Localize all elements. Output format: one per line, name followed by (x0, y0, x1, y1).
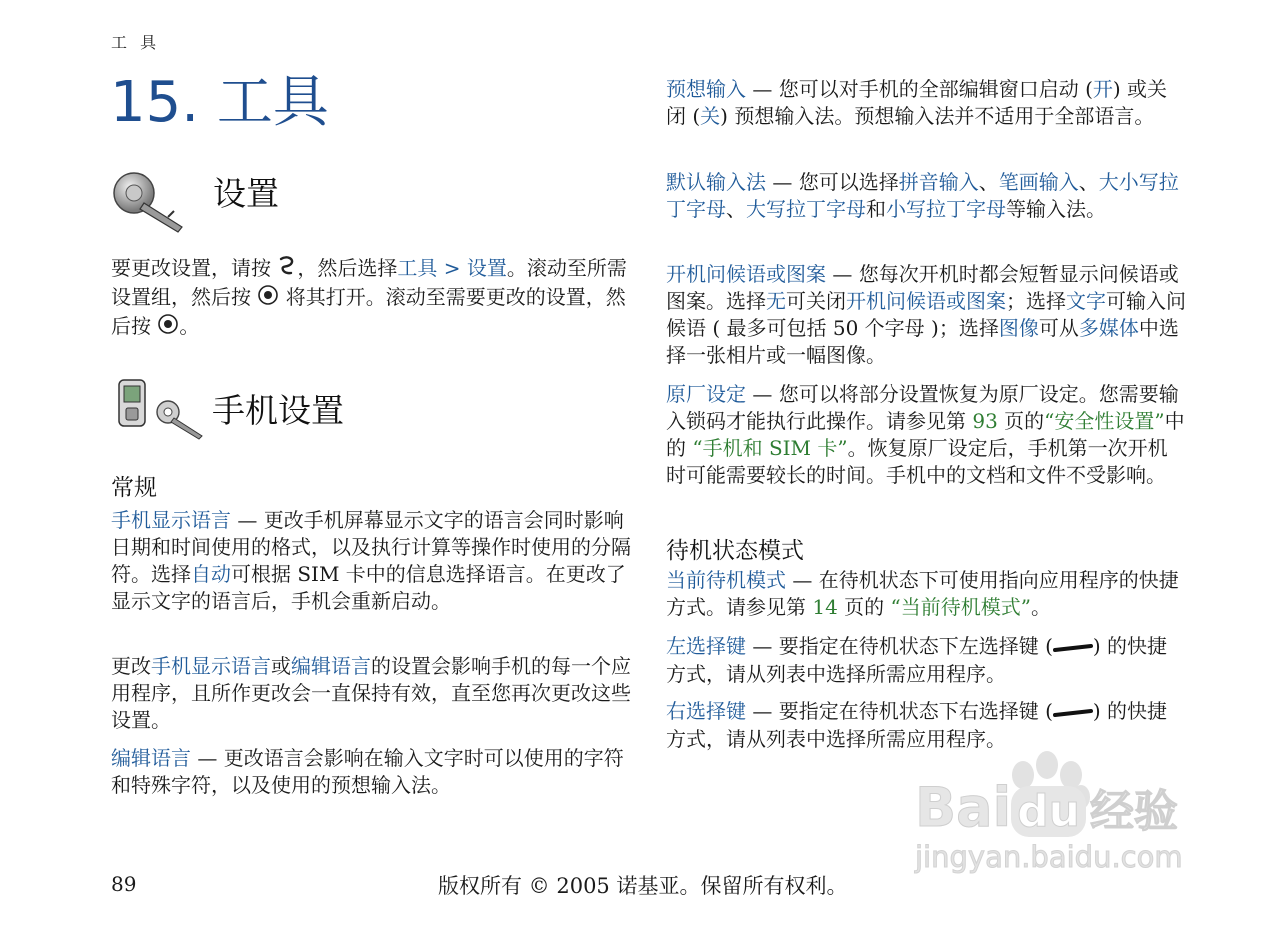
watermark-jingyan: 经验 (1089, 786, 1178, 837)
menu-key-icon (277, 255, 297, 284)
watermark-du: du (1011, 786, 1086, 837)
paragraph-active-standby: 当前待机模式 — 在待机状态下可使用指向应用程序的快捷方式。请参见第 14 页的 “当前待机模式”。 (666, 568, 1179, 619)
phone-settings-icon (116, 378, 208, 444)
paragraph-predictive-input: 预想输入 — 您可以对手机的全部编辑窗口启动 (开) 或关闭 (关) 预想输入法。预想输入法并不适用于全部语言。 (666, 77, 1168, 128)
phone-settings-title: 手机设置 (212, 391, 344, 430)
running-header: 工 具 (111, 33, 161, 52)
wrench-settings-icon (108, 165, 190, 239)
paragraph-editing-language: 编辑语言 — 更改语言会影响在输入文字时可以使用的字符和特殊字符，以及使用的预想输入法。 (111, 746, 624, 797)
paragraph-right-selection-key: 右选择键 — 要指定在待机状态下右选择键 ( ) 的快捷方式，请从列表中选择所需应用程序。 (666, 699, 1168, 751)
settings-intro: 要更改设置，请按 ，然后选择工具 > 设置。滚动至所需设置组，然后按 将其打开。滚动至需要更改的设置，然后按 。 (111, 255, 636, 342)
paragraph-factory-settings: 原厂设定 — 您可以将部分设置恢复为原厂设定。您需要输入锁码才能执行此操作。请参见第 93 页的“安全性设置”中的 “手机和 SIM 卡”。恢复原厂设定后，手机第一次开机时可能需要较长的时间。手机中的文档和文件不受影响。 (666, 382, 1185, 487)
watermark-url: jingyan.baidu.com (915, 840, 1183, 874)
paragraph-default-input: 默认输入法 — 您可以选择拼音输入、笔画输入、大小写拉丁字母、大写拉丁字母和小写拉丁字母等输入法。 (666, 170, 1179, 221)
settings-title: 设置 (213, 174, 279, 213)
chapter-title: 15. 工具 (110, 70, 329, 135)
general-heading: 常规 (111, 475, 157, 501)
soft-key-icon (1053, 699, 1093, 726)
standby-mode-heading: 待机状态模式 (666, 538, 804, 564)
paragraph-language-effect: 更改手机显示语言或编辑语言的设置会影响手机的每一个应用程序，且所作更改会一直保持有效，直至您再次更改这些设置。 (111, 654, 631, 732)
soft-key-icon (1053, 634, 1093, 661)
baidu-watermark (905, 745, 1215, 885)
select-key-icon (157, 313, 179, 342)
copyright: 版权所有 © 2005 诺基亚。保留所有权利。 (438, 874, 848, 898)
select-key-icon (257, 284, 279, 313)
paragraph-display-language: 手机显示语言 — 更改手机屏幕显示文字的语言会同时影响日期和时间使用的格式，以及执行计算等操作时使用的分隔符。选择自动可根据 SIM 卡中的信息选择语言。在更改了显示文字的语言后，手机会重新启动。 (111, 508, 631, 613)
paragraph-welcome-note: 开机问候语或图案 — 您每次开机时都会短暂显示问候语或图案。选择无可关闭开机问候语或图案；选择文字可输入问候语 ( 最多可包括 50 个字母 )；选择图像可从多媒体中选择一张相片或一幅图像。 (666, 262, 1186, 367)
page-number: 89 (111, 872, 137, 896)
paragraph-left-selection-key: 左选择键 — 要指定在待机状态下左选择键 ( ) 的快捷方式，请从列表中选择所需应用程序。 (666, 634, 1168, 686)
watermark-brand: Bai (915, 776, 1012, 839)
